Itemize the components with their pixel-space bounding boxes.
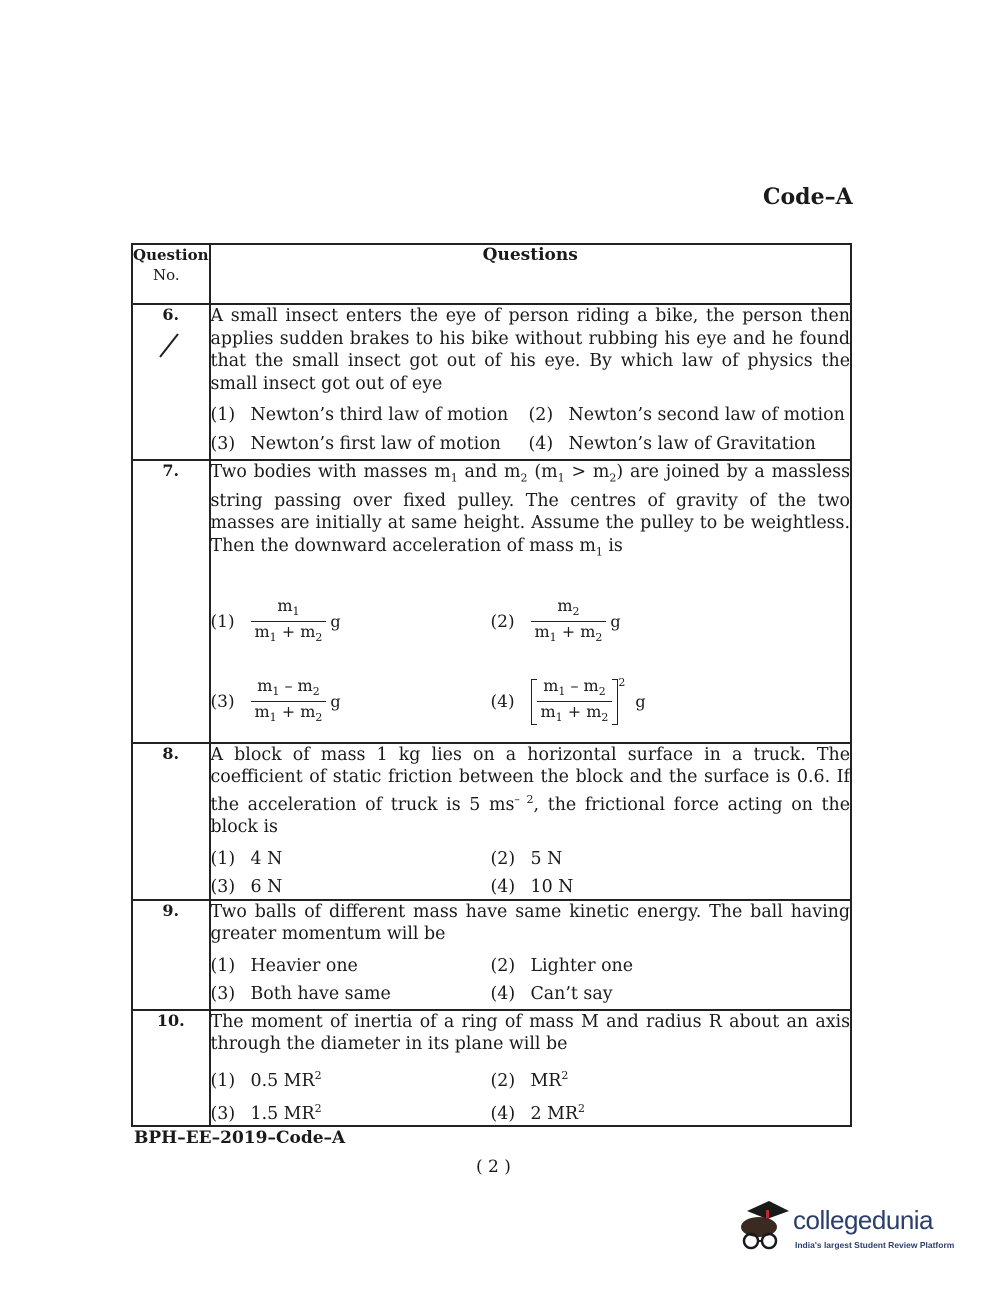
gravity-symbol: g [635,691,646,711]
option-list [211,1065,851,1126]
option[interactable] [211,582,491,662]
question-number: 9. [132,900,210,1010]
option-number: (4) [490,984,516,1005]
option-number: (1) [210,611,235,632]
option[interactable] [491,582,851,662]
question-row [132,1010,851,1127]
footer-paper-code: BPH–EE–2019–Code–A [134,1128,346,1148]
option-text: Newton’s second law of motion [568,405,845,425]
paper-code: Code–A [763,184,853,210]
subscript: 2 [520,471,528,485]
option[interactable] [211,433,529,456]
superscript: 2 [578,1102,585,1116]
denominator [537,701,613,727]
option-number: (3) [210,877,236,898]
option-number: (3) [210,984,236,1005]
question-body [210,304,852,460]
table-header-row [132,244,851,304]
text-part: is [602,535,623,556]
superscript: 2 [561,1068,569,1082]
logo-brand-text: collegedunia [793,1205,934,1235]
subscript: 1 [595,545,603,559]
question-number-text: 6. [162,305,180,324]
option-text: 4 N [250,848,283,869]
option-text: Both have same [250,984,391,1005]
subscript: 1 [450,471,458,485]
question-no-header-line1: Question [133,246,209,264]
fraction [537,676,613,727]
option-text: 5 N [530,848,563,869]
superscript: 2 [314,1102,322,1116]
option-list [211,582,851,742]
numerator [253,676,324,701]
superscript: 2 [314,1068,322,1082]
gravity-symbol: g [330,611,341,631]
collegedunia-logo[interactable] [735,1197,965,1259]
denominator-text: m [534,622,550,642]
subscript: 2 [315,631,323,645]
fraction [531,596,607,647]
option-text: 6 N [250,877,283,898]
bracketed-fraction [531,676,626,727]
numerator-text: m [277,596,293,616]
gravity-symbol: g [610,611,621,631]
option-number: (3) [210,691,235,712]
page-number: ( 2 ) [476,1157,511,1177]
question-number [132,304,210,460]
option-number: (2) [490,611,515,632]
question-number: 8. [132,743,210,900]
option-text: MR [530,1070,562,1091]
plus-term: + m [276,702,316,722]
question-table [131,243,852,1127]
subscript: 1 [272,685,280,699]
subscript: 1 [558,685,566,699]
fraction [251,676,327,727]
question-number: 7. [132,460,210,743]
question-row [132,304,851,460]
option-number: (1) [210,405,236,425]
numerator [273,596,303,621]
question-no-header-line2: No. [153,266,180,284]
option-number: (4) [490,1103,516,1124]
option-text: 0.5 MR [250,1070,315,1091]
option-list [211,848,851,899]
text-part: , the frictional force acting on the block is [210,794,851,838]
option[interactable] [491,1098,851,1125]
numerator [539,676,610,701]
option-list [211,404,851,455]
question-text: The moment of inertia of a ring of mass M and radius R about an axis through the diameter in its plane will be [210,1011,850,1055]
text-part: (m [527,462,558,482]
denominator [251,701,327,727]
option[interactable] [491,1065,851,1092]
option[interactable] [211,848,491,871]
subscript: 2 [598,685,606,699]
option-text: 2 MR [530,1103,578,1124]
minus-term: – m [565,676,599,696]
option-number: (3) [210,433,236,454]
questions-header: Questions [210,244,852,304]
exponent: 2 [618,676,626,690]
question-body [210,900,852,1010]
subscript: 2 [609,471,617,485]
text-part: A block of mass 1 kg lies on a horizontal surface in a truck. The coefficient of static friction between the block and the surface is 0.6. If the acceleration of truck is 5 ms [210,744,850,815]
text-part: ) are joined by a massless string passing over fixed pulley. The centres of gravity of the two masses are initially at same height. Assume the pulley to be weightless. Then the downward acceleration of mass m [210,462,851,556]
numerator-text: m [557,596,573,616]
option-list [211,955,851,1006]
option-text: 1.5 MR [250,1103,315,1124]
numerator [553,596,583,621]
superscript: – 2 [514,792,534,806]
option-text: Heavier one [250,955,358,976]
option-number: (2) [490,848,516,869]
subscript: 2 [312,685,320,699]
question-body [210,1010,852,1127]
option-text: Newton’s third law of motion [250,405,509,425]
option[interactable] [491,955,851,978]
option[interactable] [211,1065,491,1092]
plus-term: + m [276,622,316,642]
question-text [211,744,851,839]
subscript: 1 [292,605,300,619]
numerator-text: m [543,676,559,696]
option-number: (2) [490,1070,516,1091]
subscript: 1 [269,711,277,725]
option-number: (1) [210,1070,236,1091]
denominator-text: m [540,702,556,722]
option-text: Lighter one [530,955,634,976]
text-part: and m [457,462,521,482]
question-body [210,460,852,743]
plus-term: + m [562,702,602,722]
option[interactable] [491,848,851,871]
option-number: (3) [210,1103,236,1124]
text-part: > m [564,462,610,482]
denominator [531,621,607,647]
option-number: (1) [210,848,236,869]
subscript: 2 [315,711,323,725]
question-row [132,900,851,1010]
question-text: Two balls of different mass have same kinetic energy. The ball having greater momentum will be [210,901,850,945]
question-body [210,743,852,900]
option-text: Newton’s law of Gravitation [568,433,816,454]
subscript: 1 [555,711,563,725]
question-row [132,743,851,900]
option[interactable] [491,662,851,742]
denominator [251,621,327,647]
option-text: Can’t say [530,984,613,1005]
option[interactable] [211,955,491,978]
fraction [251,596,327,647]
subscript: 1 [557,471,565,485]
question-row [132,460,851,743]
tick-mark-icon [157,331,181,359]
option[interactable] [491,983,851,1006]
option[interactable] [491,876,851,899]
plus-term: + m [556,622,596,642]
question-text [211,461,851,564]
question-text: A small insect enters the eye of person riding a bike, the person then applies sudden brakes to his bike without rubbing his eye and he found that the small insect got out of his eye. By which law of physics the small insect got out of eye [210,306,850,394]
option[interactable] [211,662,491,742]
subscript: 1 [549,631,557,645]
option-number: (4) [490,691,515,712]
option[interactable] [211,404,529,427]
option[interactable] [529,433,851,456]
numerator-text: m [257,676,273,696]
subscript: 2 [572,605,580,619]
gravity-symbol: g [330,691,341,711]
subscript: 2 [601,711,609,725]
option-number: (2) [490,955,516,976]
option-number: (4) [528,433,554,454]
option-number: (2) [528,405,554,425]
logo-tagline: India's largest Student Review Platform [795,1240,955,1250]
option[interactable] [529,404,851,427]
denominator-text: m [254,702,270,722]
question-no-header [132,244,210,304]
denominator-text: m [254,622,270,642]
text-part: Two bodies with masses m [210,462,451,482]
option[interactable] [211,1098,491,1125]
minus-term: – m [279,676,313,696]
mascot-icon [735,1197,793,1257]
option-text: Newton’s first law of motion [250,433,501,454]
option-number: (4) [490,877,516,898]
subscript: 1 [269,631,277,645]
option-text: 10 N [530,877,574,898]
option[interactable] [211,983,491,1006]
option-number: (1) [210,955,236,976]
option[interactable] [211,876,491,899]
question-number: 10. [132,1010,210,1127]
subscript: 2 [595,631,603,645]
